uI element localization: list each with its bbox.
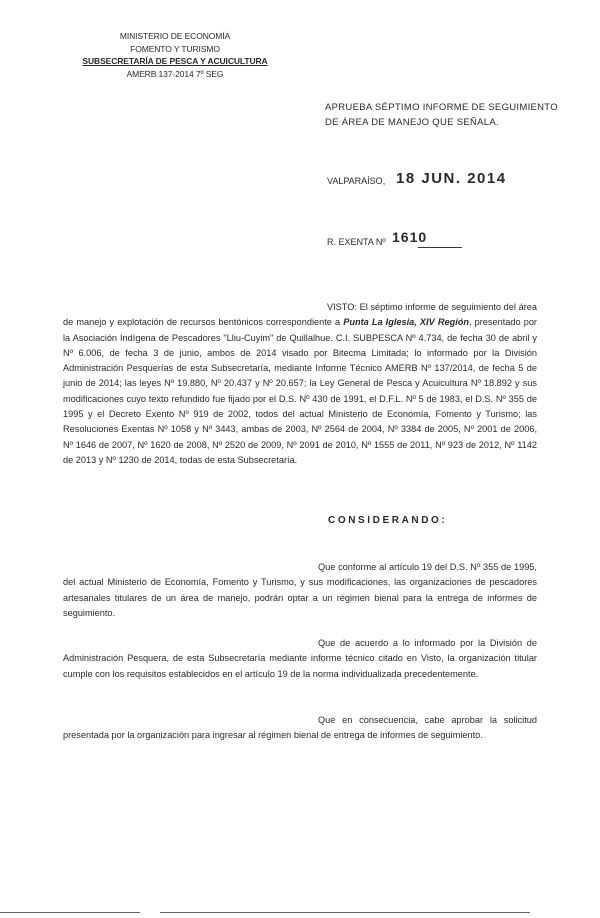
- ministry-subtitle: FOMENTO Y TURISMO: [130, 43, 220, 54]
- resolution-number: 1610: [392, 229, 428, 245]
- reference-code: AMERB 137-2014 7º SEG: [126, 68, 224, 79]
- considerando-paragraph-3: Que en consecuencia, cabe aprobar la solicitud presentada por la organización para ingresar al régimen bienal de entrega de informes de seguimiento.: [63, 715, 537, 741]
- resolution-label: R. EXENTA Nº: [327, 237, 386, 247]
- page-footer-rule: [0, 910, 600, 916]
- document-date: 18 JUN. 2014: [396, 170, 507, 187]
- ministry-name: MINISTERIO DE ECONOMÍA: [119, 31, 231, 41]
- visto-text-start: VISTO: El séptimo informe de seguimiento del área de manejo y explotación de recursos bentónicos correspondiente a: [63, 302, 537, 328]
- visto-text-rest: , presentado por la Asociación Indígena de Pescadores "Lliu-Cuyim" de Quillalhue. C.I. SUBPESCA Nº 4.734, de fecha 30 de abril y Nº 6.006, de fecha 3 de junio, ambos de 2014 visado por Bitecma Limitada; lo informado por la División Administración Pesquerías de esta Subsecretaría, mediante Informe Técnico AMERB Nº 137/2014, de fecha 5 de junio de 2014; las leyes Nº 19.880, Nº 20.437 y Nº 20.657; la Ley General de Pesca y Acuicultura Nº 18.892 y sus modificaciones cuyo texto refundido fue fijado por el D.S. Nº 430 de 1991, el D.F.L. Nº 5 de 1983, el D.S. Nº 355 de 1995 y el Decreto Exento Nº 919 de 2002, todos del actual Ministerio de Economía, Fomento y Turismo; las Resoluciones Exentas Nº 1058 y Nº 3443, ambas de 2003, Nº 2564 de 2004, Nº 3384 de 2005, Nº 2001 de 2006, Nº 1646 de 2007, Nº 1620 de 2008, Nº 2520 de 2009, Nº 2091 de 2010, Nº 1555 de 2011, Nº 923 de 2012, Nº 1142 de 2013 y Nº 1230 de 2014, todas de esta Subsecretaría.: [63, 317, 537, 465]
- considerando-paragraph-2: Que de acuerdo a lo informado por la División de Administración Pesquera, de esta Subsecretaría mediante informe técnico citado en Visto, la organización titular cumple con los requisitos establecidos en el artículo 19 de la norma individualizada precedentemente.: [63, 638, 537, 679]
- subsecretariat-name: SUBSECRETARÍA DE PESCA Y ACUICULTURA: [82, 56, 268, 66]
- resolution-underline: [418, 247, 462, 248]
- considerando-heading: CONSIDERANDO:: [328, 515, 448, 526]
- letterhead: [60, 30, 290, 80]
- place-label: VALPARAÍSO,: [327, 176, 386, 186]
- considerando-paragraph-1: Que conforme al artículo 19 del D.S. Nº 355 de 1995, del actual Ministerio de Economía, Fomento y Turismo, y sus modificaciones, las organizaciones de pescadores artesanales titulares de un área de manejo, podrán optar a un régimen bienal para la entrega de informes de seguimiento.: [63, 562, 537, 618]
- visto-place-name: Punta La Iglesia, XIV Región: [343, 317, 469, 328]
- document-subject: APRUEBA SÉPTIMO INFORME DE SEGUIMIENTO DE ÁREA DE MANEJO QUE SEÑALA.: [325, 102, 558, 128]
- visto-paragraph: [63, 300, 537, 468]
